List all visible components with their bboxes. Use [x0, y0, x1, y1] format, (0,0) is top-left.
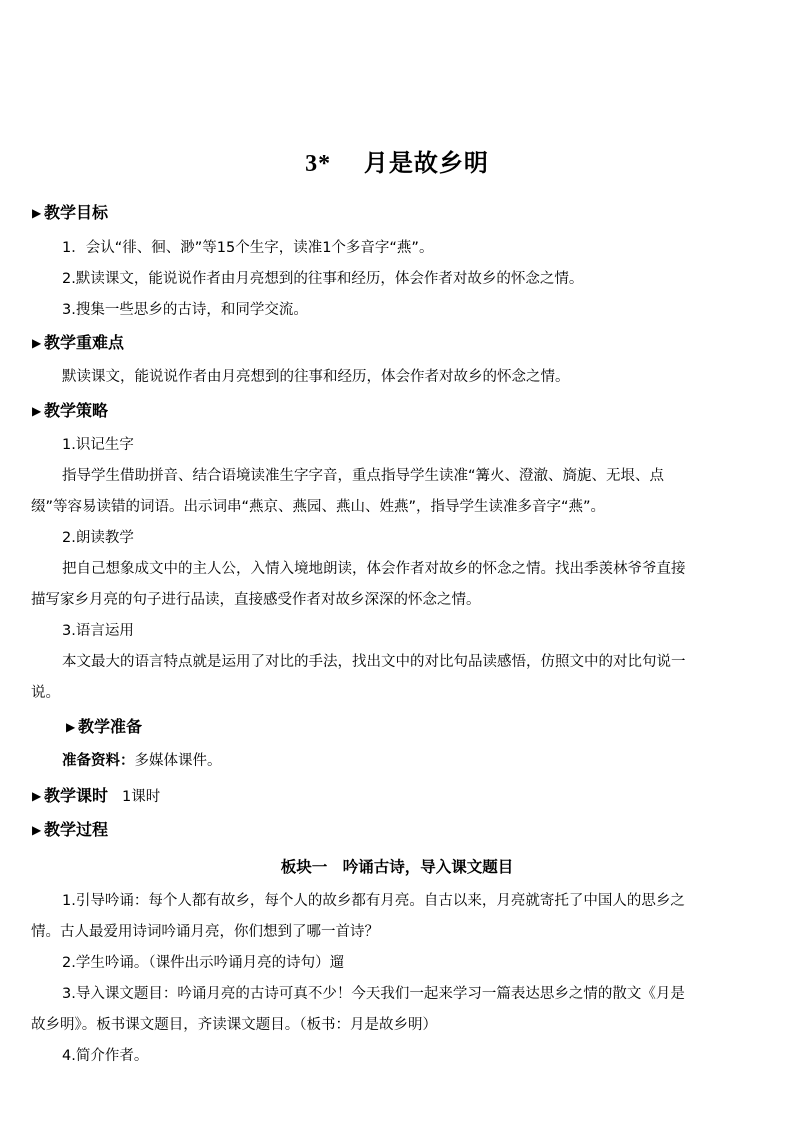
- block-1-p3-line-2: 故乡明》。板书课文题目，齐读课文题目。（板书：月是故乡明）: [31, 1017, 437, 1033]
- block-1-p4: 4.简介作者。: [62, 1048, 149, 1064]
- strategy-2-title: 2.朗读教学: [62, 530, 134, 546]
- section-hours-label: 教学课时: [44, 786, 109, 805]
- strategy-3-line-1: 本文最大的语言特点就是运用了对比的手法，找出文中的对比句品读感悟，仿照文中的对比句说一: [62, 654, 686, 670]
- goal-1: 1．会认“徘、徊、渺”等15个生字，读准1个多音字“燕”。: [62, 240, 434, 256]
- preparation-label: 准备资料：: [62, 753, 135, 769]
- section-preparation: [66, 715, 142, 739]
- block-1-p3-line-1: 3.导入课文题目：吟诵月亮的古诗可真不少！今天我们一起来学习一篇表达思乡之情的散文《月是: [62, 986, 685, 1002]
- section-preparation-label: 教学准备: [78, 717, 143, 736]
- triangle-bullet-icon: ▶: [32, 823, 42, 837]
- block-1-title: 板块一 吟诵古诗，导入课文题目: [280, 858, 514, 876]
- hours-value: 1课时: [122, 789, 161, 805]
- strategy-1-line-1: 指导学生借助拼音、结合语境读准生字字音，重点指导学生读准“篝火、澄澈、旖旎、无垠、点: [62, 468, 665, 484]
- block-1-p1-line-2: 情。古人最爱用诗词吟诵月亮，你们想到了哪一首诗？: [31, 924, 379, 940]
- preparation-text: 多媒体课件。: [134, 753, 222, 769]
- triangle-bullet-icon: ▶: [32, 789, 42, 803]
- triangle-bullet-icon: ▶: [32, 336, 42, 350]
- lesson-title: 月是故乡明: [363, 149, 489, 177]
- strategy-3-line-2: 说。: [31, 685, 60, 701]
- triangle-bullet-icon: ▶: [66, 720, 76, 734]
- section-goals-label: 教学目标: [44, 203, 109, 222]
- triangle-bullet-icon: ▶: [32, 206, 42, 220]
- section-process: [32, 818, 108, 842]
- strategy-1-line-2: 缀”等容易读错的词语。出示词串“燕京、燕园、燕山、姓燕”，指导学生读准多音字“燕”。: [31, 499, 606, 515]
- section-key-points: [32, 331, 124, 355]
- block-1-p2: 2.学生吟诵。（课件出示吟诵月亮的诗句）遛: [62, 955, 345, 971]
- triangle-bullet-icon: ▶: [32, 404, 42, 418]
- lesson-number: 3*: [305, 151, 332, 177]
- strategy-1-title: 1.识记生字: [62, 437, 134, 453]
- block-1-p1-line-1: 1.引导吟诵：每个人都有故乡，每个人的故乡都有月亮。自古以来，月亮就寄托了中国人的思乡之: [62, 893, 685, 909]
- section-process-label: 教学过程: [44, 820, 109, 839]
- strategy-2-line-1: 把自己想象成文中的主人公，入情入境地朗读，体会作者对故乡的怀念之情。找出季羡林爷爷直接: [62, 561, 686, 577]
- section-goals: [32, 201, 108, 225]
- section-strategy-label: 教学策略: [44, 401, 109, 420]
- strategy-2-line-2: 描写家乡月亮的句子进行品读，直接感受作者对故乡深深的怀念之情。: [31, 592, 481, 608]
- strategy-3-title: 3.语言运用: [62, 623, 134, 639]
- section-strategy: [32, 399, 108, 423]
- goal-2: 2.默读课文，能说说作者由月亮想到的往事和经历，体会作者对故乡的怀念之情。: [62, 271, 584, 287]
- section-key-points-label: 教学重难点: [44, 333, 125, 352]
- goal-3: 3.搜集一些思乡的古诗，和同学交流。: [62, 302, 308, 318]
- page-title: [0, 145, 794, 182]
- preparation-line: [62, 750, 764, 772]
- section-hours: [32, 784, 160, 809]
- key-points-text: 默读课文，能说说作者由月亮想到的往事和经历，体会作者对故乡的怀念之情。: [62, 369, 570, 385]
